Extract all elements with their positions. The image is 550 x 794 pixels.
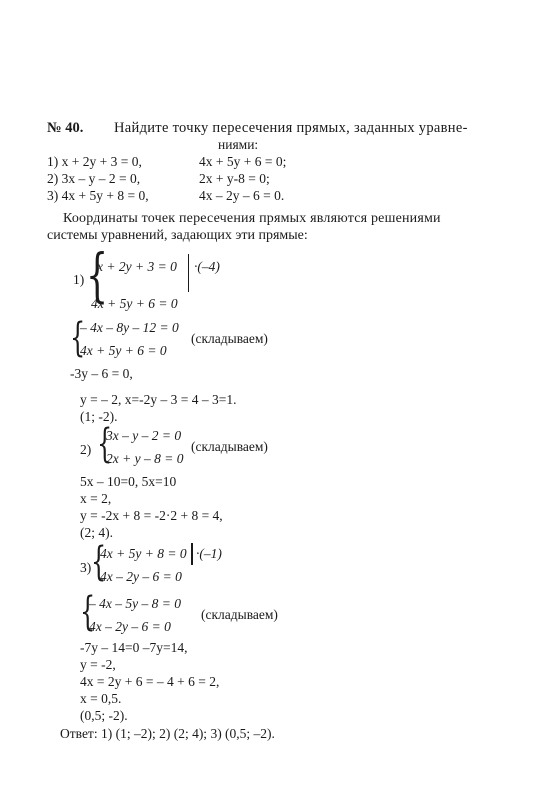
system-3-step5: (0,5; -2). — [80, 708, 128, 723]
system-3-sum-eq2: 4x – 2y – 6 = 0 — [89, 619, 171, 634]
intro-line1: Координаты точек пересечения прямых являются решениями — [63, 211, 441, 226]
system-2-note: (складываем) — [191, 439, 268, 454]
system-1-eq2: 4x + 5y + 6 = 0 — [91, 296, 178, 311]
system-1-label: 1) — [73, 272, 85, 287]
task-text-line2: ниями: — [218, 137, 259, 152]
system-3-step2: y = -2, — [80, 657, 116, 672]
system-2-step3: y = -2x + 8 = -2·2 + 8 = 4, — [80, 508, 223, 523]
system-3-sum-brace: { — [80, 589, 96, 635]
system-1-sum-eq1: – 4x – 8y – 12 = 0 — [80, 320, 179, 335]
system-2-eq2: 2x + y – 8 = 0 — [106, 451, 184, 466]
system-2-label: 2) — [80, 442, 92, 457]
pair-1-second: 4x + 5y + 6 = 0; — [199, 154, 287, 169]
pair-3-second: 4x – 2y – 6 = 0. — [199, 188, 285, 203]
system-3-multiplier-bar — [191, 543, 193, 565]
system-3-eq1: 4x + 5y + 8 = 0 — [100, 546, 187, 561]
system-3-step3: 4x = 2y + 6 = – 4 + 6 = 2, — [80, 674, 220, 689]
system-1-multiplier: ·(–4) — [194, 259, 220, 274]
pair-1-first: 1) x + 2y + 3 = 0, — [47, 154, 142, 169]
system-3-step1: -7y – 14=0 –7y=14, — [80, 640, 188, 655]
problem-number: № 40. — [47, 120, 84, 136]
system-3-note: (складываем) — [201, 607, 278, 622]
system-2-step4: (2; 4). — [80, 525, 113, 540]
system-3-multiplier: ·(–1) — [196, 546, 222, 561]
system-1-step3: (1; -2). — [80, 409, 118, 424]
answer-line: Ответ: 1) (1; –2); 2) (2; 4); 3) (0,5; –2). — [60, 726, 275, 741]
intro-line2: системы уравнений, задающих эти прямые: — [47, 228, 308, 243]
pair-2-second: 2x + y-8 = 0; — [199, 171, 270, 186]
system-2-step1: 5x – 10=0, 5x=10 — [80, 474, 177, 489]
system-3-brace: { — [91, 539, 107, 585]
system-3-label: 3) — [80, 560, 92, 575]
system-1-multiplier-bar — [188, 254, 189, 292]
system-1-sum-brace: { — [70, 315, 86, 361]
system-1-step2: y = – 2, x=-2y – 3 = 4 – 3=1. — [80, 392, 237, 407]
system-1-sum-eq2: 4x + 5y + 6 = 0 — [80, 343, 167, 358]
system-2-step2: x = 2, — [80, 491, 112, 506]
system-3-eq2: 4x – 2y – 6 = 0 — [100, 569, 182, 584]
task-text-line1: Найдите точку пересечения прямых, заданных уравне- — [114, 120, 468, 136]
pair-2-first: 2) 3x – y – 2 = 0, — [47, 171, 141, 186]
system-2-eq1: 3x – y – 2 = 0 — [106, 428, 182, 443]
system-2-brace: { — [97, 421, 113, 467]
system-1-eq1: x + 2y + 3 = 0 — [97, 259, 177, 274]
system-1-brace: { — [86, 241, 109, 309]
system-3-step4: x = 0,5. — [80, 691, 122, 706]
system-1-step1: -3y – 6 = 0, — [70, 366, 133, 381]
pair-3-first: 3) 4x + 5y + 8 = 0, — [47, 188, 149, 203]
system-3-sum-eq1: – 4x – 5y – 8 = 0 — [89, 596, 181, 611]
system-1-note: (складываем) — [191, 331, 268, 346]
